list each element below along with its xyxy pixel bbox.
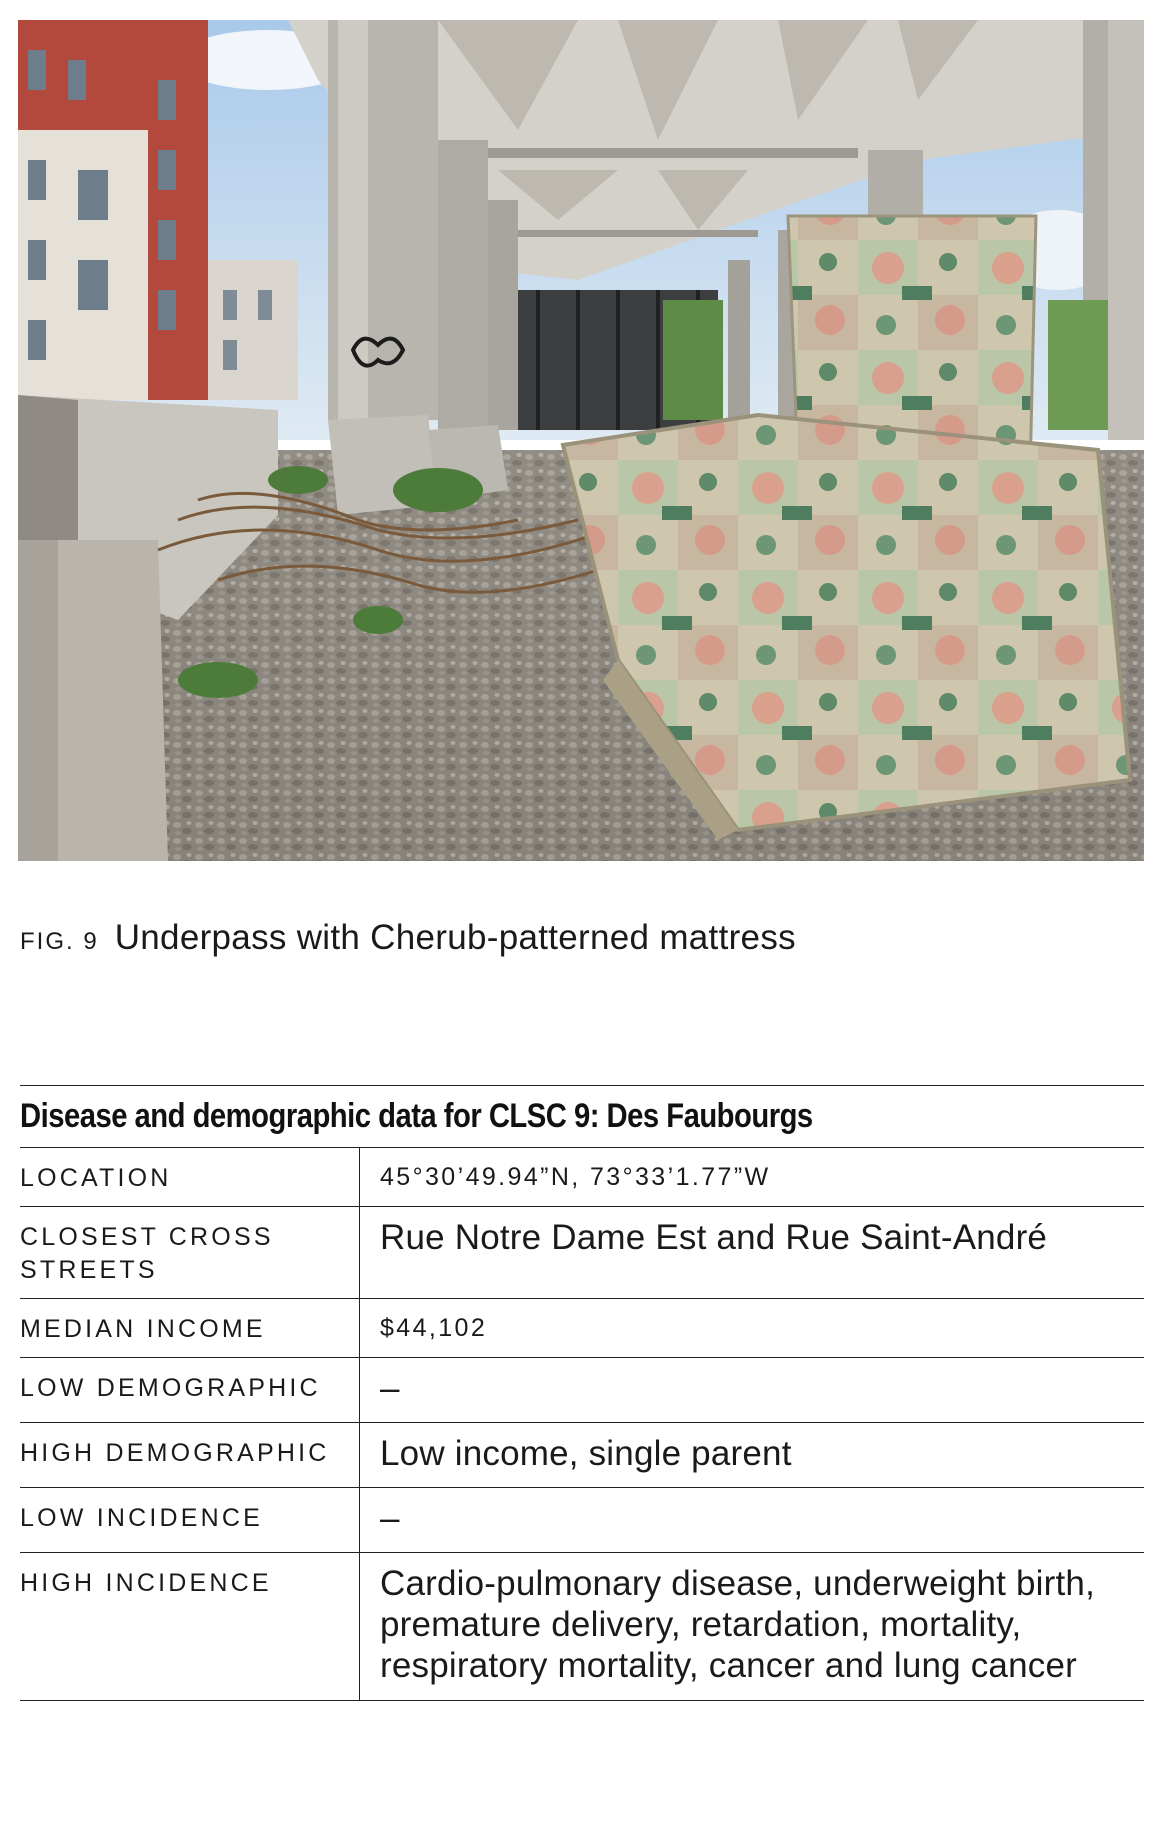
table-row-low-incidence: [20, 1488, 1144, 1553]
row-value: Cardio-pulmonary disease, underweight birth, premature delivery, retardation, mortality, respiratory mortality, cancer and lung cancer: [380, 1564, 1096, 1685]
figure-caption: [20, 918, 796, 958]
caption-text: Underpass with Cherub-patterned mattress: [114, 918, 796, 957]
table-row-low-demographic: [20, 1358, 1144, 1423]
row-label: LOCATION: [20, 1148, 360, 1206]
row-label: LOW DEMOGRAPHIC: [20, 1358, 360, 1422]
table-title: Disease and demographic data for CLSC 9: Des Faubourgs: [20, 1085, 1144, 1148]
row-value: Rue Notre Dame Est and Rue Saint-André: [380, 1218, 1048, 1257]
row-label: HIGH DEMOGRAPHIC: [20, 1423, 360, 1487]
table-row-median-income: [20, 1299, 1144, 1358]
row-value: –: [380, 1369, 400, 1408]
photo-illustration: [18, 20, 1144, 861]
table-row-cross-streets: [20, 1207, 1144, 1299]
table-row-high-demographic: [20, 1423, 1144, 1488]
figure-label: FIG. 9: [20, 928, 99, 955]
table-row-location: [20, 1148, 1144, 1207]
table-row-high-incidence: [20, 1553, 1144, 1701]
row-value: 45°30’49.94”N, 73°33’1.77”W: [380, 1163, 771, 1191]
row-label: HIGH INCIDENCE: [20, 1553, 360, 1700]
row-value: –: [380, 1499, 400, 1538]
row-value: $44,102: [380, 1314, 488, 1342]
row-label: MEDIAN INCOME: [20, 1299, 360, 1357]
underpass-photo: [18, 20, 1144, 861]
row-value: Low income, single parent: [380, 1434, 792, 1473]
row-label: CLOSEST CROSS STREETS: [20, 1207, 360, 1298]
row-label: LOW INCIDENCE: [20, 1488, 360, 1552]
demographic-data-table: [20, 1085, 1144, 1701]
